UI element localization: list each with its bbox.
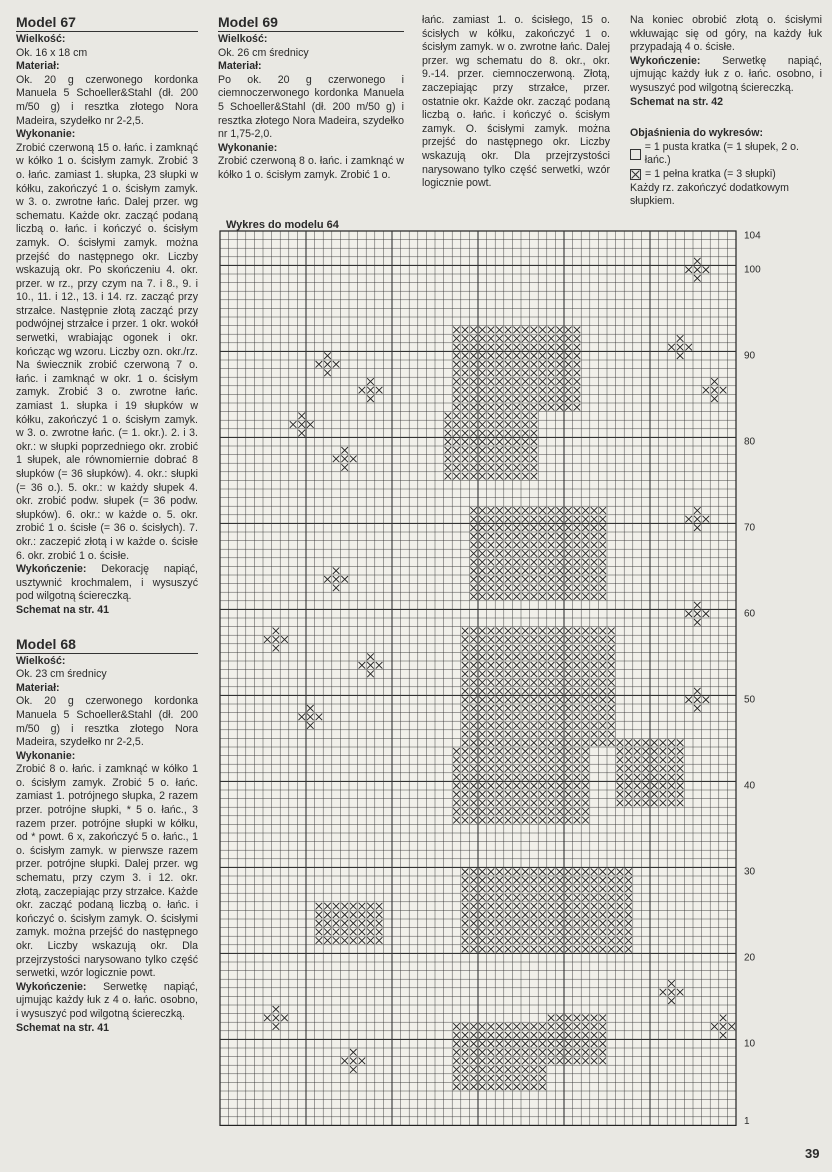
page-number: 39 <box>805 1146 820 1161</box>
model-69-work-part3: Na koniec obrobić złotą o. ścisłymi wkłuwając się od góry, na każdy łuk przypadają 4 o. ścisłe. <box>630 14 822 54</box>
model-69-material-label: Materiał: <box>218 60 262 73</box>
model-68-material: Ok. 20 g czerwonego kordonka Manuela 5 Schoeller&Stahl (dł. 200 m/50 g) i resztka złotego Nora Madeira, szydełko nr 2-2,5. <box>16 695 198 749</box>
column-model-69-continued <box>422 14 610 191</box>
model-67-material: Ok. 20 g czerwonego kordonka Manuela 5 Schoeller&Stahl (dł. 200 m/50 g) i resztka złotego Nora Madeira, szydełko nr 2-2,5. <box>16 73 198 127</box>
row-label: 70 <box>744 522 756 534</box>
row-label: 80 <box>744 436 756 448</box>
row-label: 20 <box>744 952 756 964</box>
model-69-work-part1: Zrobić czerwoną 8 o. łańc. i zamknąć w kółko 1 o. ścisłym zamyk. Zrobić 1 o. <box>218 155 404 181</box>
row-label: 104 <box>744 230 761 242</box>
model-68-size-label: Wielkość: <box>16 654 66 667</box>
crossed-square-icon <box>630 169 641 180</box>
row-label: 60 <box>744 608 756 620</box>
model-68-work: Zrobić 8 o. łańc. i zamknąć w kółko 1 o. ścisłym zamyk. Zrobić 5 o. łańc. zamiast 1. potrójnego słupka, 2 razem przer. potrójne słupki, * 5 o. łańc., 3 razem przer. potrójne słupki w kółku, od * powt. 6 x, zakończyć 5 o. łańc., 1 o. ścisłym zamyk. w pierwsze razem przer. potrójne słupki. Dalej przer. wg schematu, przy czym 3. i 12. okr. złotą, zaczepiając przy strzałce. Każde okr. zacząć podaną liczbą o. łańc. i kończyć o. ścisłym zamyk. O. ścisłymi zamyk. można przejść do następnego okr. Liczby wskazują okr. Dla przejrzystości narysowano tylko część serwetki, wzór logicznie powt. <box>16 763 198 980</box>
model-69-title: Model 69 <box>218 14 404 32</box>
row-label: 10 <box>744 1038 756 1050</box>
filet-crochet-chart <box>218 227 778 1139</box>
model-69-work-label: Wykonanie: <box>218 141 278 154</box>
model-69-size-label: Wielkość: <box>218 33 268 45</box>
model-67-finish: Dekorację napiąć, usztywnić krochmalem, i wysuszyć pod wilgotną ściereczką. <box>16 563 198 603</box>
column-model-67-68 <box>16 14 198 1035</box>
model-68-size: Ok. 23 cm średnicy <box>16 668 107 681</box>
model-68-finish: Serwetkę napiąć, ujmując każdy łuk z 4 o. łańc. osobno, i wysuszyć pod wilgotną ściereczką. <box>16 980 198 1020</box>
chart-grid <box>220 231 736 1125</box>
model-69-work-part2: łańc. zamiast 1. o. ścisłego, 15 o. ścisłych w kółku, zakończyć 1 o. ścisłym zamyk. w o. zwrotne łańc. Dalej przer. wg schematu do 8. okr., okr. 9.-14. przer. ciemnoczerwoną. Złotą, zaczepiając przy strzałce, przer. ostatnie okr. Każde okr. zacząć podaną liczbą o. łańc. i kończyć o. ścisłym zamyk. O. ścisłymi zamyk. można przejść do następnego okr. Liczby wskazują okr. Dla przejrzystości narysowano tylko część serwetki, wzór logicznie powt. <box>422 14 610 190</box>
row-label: 50 <box>744 694 756 706</box>
model-69-schema-ref: Schemat na str. 42 <box>630 95 724 108</box>
model-68-material-label: Materiał: <box>16 681 60 694</box>
model-68-schema-ref: Schemat na str. 41 <box>16 1021 110 1034</box>
model-67-schema-ref: Schemat na str. 41 <box>16 603 110 616</box>
model-67-work-label: Wykonanie: <box>16 128 76 141</box>
legend-full-text: = 1 pełna kratka (= 3 słupki) <box>645 167 776 180</box>
model-68-finish-label: Wykończenie: <box>16 980 87 993</box>
column-model-69 <box>218 14 404 183</box>
row-label: 30 <box>744 866 756 878</box>
chart-title: Wykres do modelu 64 <box>226 219 339 231</box>
model-68-work-label: Wykonanie: <box>16 749 76 762</box>
row-label: 100 <box>744 264 761 276</box>
model-69-finish: Serwetkę napiąć, ujmując każdy łuk z o. łańc. osobno, i wysuszyć pod wilgotną ściereczką. <box>630 54 822 94</box>
legend-empty-row <box>630 141 822 168</box>
row-label: 90 <box>744 350 756 362</box>
legend-full-row <box>630 168 822 182</box>
model-67-title: Model 67 <box>16 14 198 32</box>
model-67-size: Ok. 16 x 18 cm <box>16 46 88 59</box>
column-model-69-finish <box>630 14 822 209</box>
model-68-title: Model 68 <box>16 636 198 654</box>
legend-empty-text: = 1 pusta kratka (= 1 słupek, 2 o. łańc.) <box>644 140 800 167</box>
model-67-work: Zrobić czerwoną 15 o. łańc. i zamknąć w kółko 1 o. ścisłym zamyk. Zrobić 3 o. łańc. zamiast 1. słupka, 23 słupki w kółku, zakończyć 1 o. ścisłym zamyk. w 3. o. zwrotne łańc. Dalej przer. wg schematu. Każde okr. zacząć podaną liczbą o. łańc. i kończyć o. ścisłym zamyk. O. ścisłymi zamyk. można przejść do następnego okr. Liczby wskazują okr. Po skończeniu 4. okr. przer. w rz., przy czym na 7. i 8., 9. i 10., 11. i 12., 13. i 14. rz. zacząć przy strzałce. Następnie złotą zacząć przy podwójnej strzałce i przer. 1 okr. wokół serwetki, wrabiając ogonek i okr. kończąc wg wzoru. Liczby ozn. okr./rz. Na świecznik zrobić czerwoną 7 o. łańc. i zamknąć w okr. 1 o. ścisłym zamyk. Zrobić 3 o. zwrotne łańc. zamiast 1. słupka i 19 słupków w kółku, zakończyć 1 o. ścisłym zamyk. w 3. o. zwrotne łańc. (= 1. okr.). 2. i 3. okr.: w słupki poprzedniego okr. zrobić 1 słupek, ale równomiernie dobrać 8 słupków (= 36 słupków). 4. okr.: słupki (= 36 o.). 5. okr.: w każdy słupek 4. okr. zrobić podw. słupek (= 36 podw. słupków). 6. okr.: w każde o. 5. okr. zrobić 1 o. ścisłe (= 36 o. ścisłych). 7. okr.: zaczepić złotą i w każde o. ścisłe 6. okr. zrobić 1 o. ścisłe. <box>16 141 198 562</box>
row-label: 1 <box>744 1116 750 1128</box>
row-label: 40 <box>744 780 756 792</box>
model-69-finish-label: Wykończenie: <box>630 54 701 67</box>
model-67-material-label: Materiał: <box>16 60 60 73</box>
legend-title: Objaśnienia do wykresów: <box>630 127 764 140</box>
model-69-size: Ok. 26 cm średnicy <box>218 46 309 59</box>
model-67-size-label: Wielkość: <box>16 33 66 45</box>
model-69-material: Po ok. 20 g czerwonego i ciemnoczerwonego kordonka Manuela 5 Schoeller&Stahl (dł. 200 m/50 g) i resztka złotego Nora Madeira, szydełko nr 1,75-2,0. <box>218 73 404 141</box>
legend-note: Każdy rz. zakończyć dodatkowym słupkiem. <box>630 181 789 208</box>
model-67-finish-label: Wykończenie: <box>16 563 87 576</box>
empty-square-icon <box>630 149 641 160</box>
